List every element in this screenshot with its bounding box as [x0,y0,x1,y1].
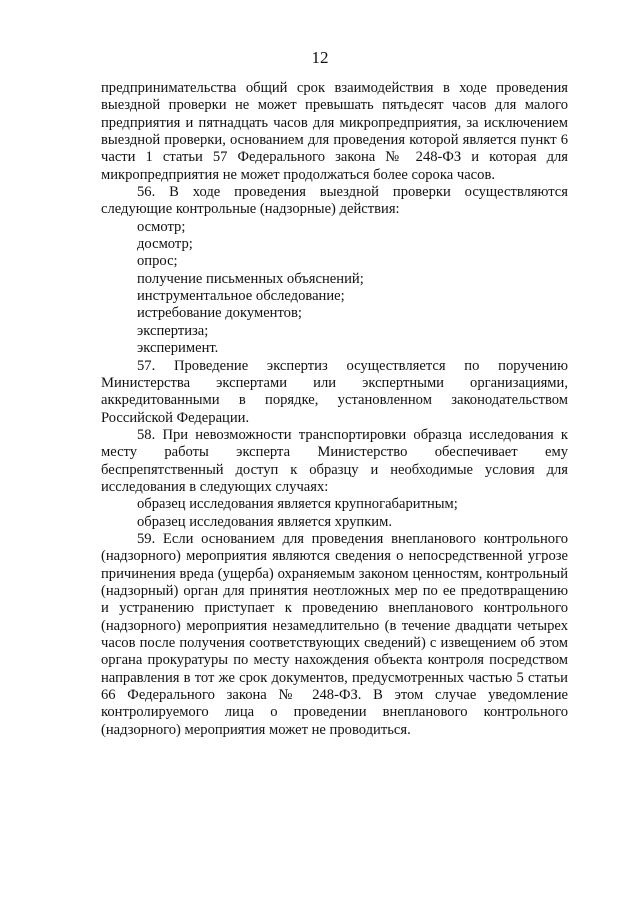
page-number: 12 [311,48,329,67]
list-item: образец исследования является крупногабаритным; [137,496,458,513]
document-body [101,80,568,739]
list-item: эксперимент. [137,340,219,357]
list-item: досмотр; [137,236,193,253]
paragraph-59: 59. Если основанием для проведения внепланового контрольного (надзорного) мероприятия являются сведения о непосредственной угрозе причинения вреда (ущерба) охраняемым законом ценностям, контрольный (надзорный) орган для принятия неотложных мер по ее предотвращению и устранению приступает к проведению внепланового контрольного (надзорного) мероприятия незамедлительно (в течение двадцати четырех часов после получения соответствующих сведений) с извещением об этом органа прокуратуры по месту нахождения объекта контроля посредством направления в тот же срок документов, предусмотренных частью 5 статьи 66 Федерального закона № 248-ФЗ. В этом случае уведомление контролируемого лица о проведении внепланового контрольного (надзорного) мероприятия может не проводиться. [101,530,568,738]
paragraph-57: 57. Проведение экспертиз осуществляется по поручению Министерства экспертами или экспертными организациями, аккредитованными в порядке, установленном законодательством Российской Федерации. [101,357,568,426]
list-item: получение письменных объяснений; [137,270,364,287]
paragraph-56-intro: 56. В ходе проведения выездной проверки осуществляются следующие контрольные (надзорные) действия: [101,184,568,218]
list-item: осмотр; [137,218,186,235]
list-item: истребование документов; [137,305,302,322]
list-item: экспертиза; [137,322,209,339]
continuation-paragraph: предпринимательства общий срок взаимодействия в ходе проведения выездной проверки не может превышать пятьдесят часов для малого предприятия и пятнадцать часов для микропредприятия, за исключением выездной проверки, основанием для проведения которой является пункт 6 части 1 статьи 57 Федерального закона № 248-ФЗ и которая для микропредприятия не может продолжаться более сорока часов. [101,80,568,183]
list-item: образец исследования является хрупким. [137,513,392,530]
list-item: инструментальное обследование; [137,288,345,305]
list-item: опрос; [137,253,178,270]
paragraph-58-intro: 58. При невозможности транспортировки образца исследования к месту работы эксперта Министерство обеспечивает ему беспрепятственный доступ к образцу и необходимые условия для исследования в следующих случаях: [101,426,568,495]
